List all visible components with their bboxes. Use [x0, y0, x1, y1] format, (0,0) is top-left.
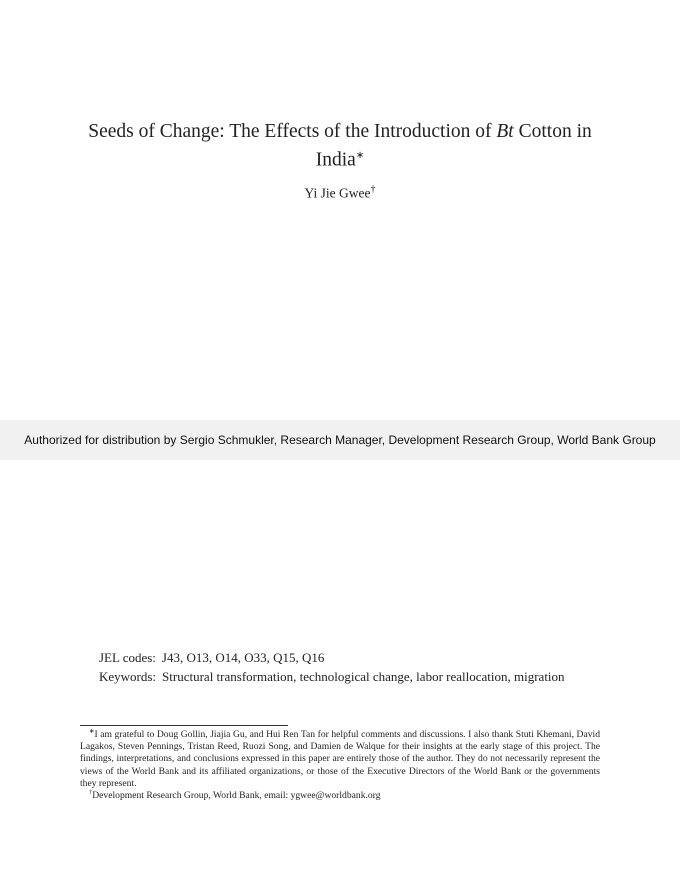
- footnote-1: [80, 729, 600, 790]
- paper-title-bt: Bt: [496, 121, 514, 142]
- keywords-label: Keywords:: [99, 669, 157, 684]
- jel-codes-line: [99, 650, 324, 666]
- paper-title-text-end: Cotton in India: [315, 121, 592, 171]
- footnote-1-text: I am grateful to Doug Gollin, Jiajia Gu, and Hui Ren Tan for helpful comments and discussions. I also thank Stuti Khemani, David Lagakos, Steven Pennings, Tristan Reed, Ruozi Song, and Damien de Walque for their insights at the early stage of this project. The findings, interpretations, and conclusions expressed in this paper are entirely those of the author. They do not necessarily represent the views of the World Bank and its affiliated organizations, or those of the Executive Directors of the World Bank or the governments they represent.: [80, 729, 600, 789]
- keywords-line: [99, 669, 565, 685]
- footnote-1-marker: ∗: [89, 727, 95, 735]
- footnote-2-text: Development Research Group, World Bank, email: ygwee@worldbank.org: [92, 790, 381, 802]
- jel-codes-label: JEL codes:: [99, 650, 156, 665]
- title-footnote-marker[interactable]: ∗: [355, 150, 365, 161]
- distribution-banner-text: Authorized for distribution by Sergio Schmukler, Research Manager, Development Research Group, World Bank Group: [24, 433, 656, 447]
- footnote-divider: [80, 725, 288, 726]
- paper-title: [70, 120, 610, 173]
- author-name: [0, 184, 680, 202]
- footnotes: [80, 729, 600, 802]
- distribution-banner: [0, 420, 680, 460]
- jel-codes-value: J43, O13, O14, O33, Q15, Q16: [161, 650, 325, 665]
- footnote-2: [80, 790, 600, 802]
- footnote-2-marker: †: [89, 788, 93, 796]
- author-footnote-marker[interactable]: †: [370, 184, 376, 195]
- keywords-value: Structural transformation, technological change, labor reallocation, migration: [162, 669, 565, 684]
- author-name-text: Yi Jie Gwee: [304, 185, 371, 201]
- paper-title-text: Seeds of Change: The Effects of the Introduction of: [88, 121, 497, 142]
